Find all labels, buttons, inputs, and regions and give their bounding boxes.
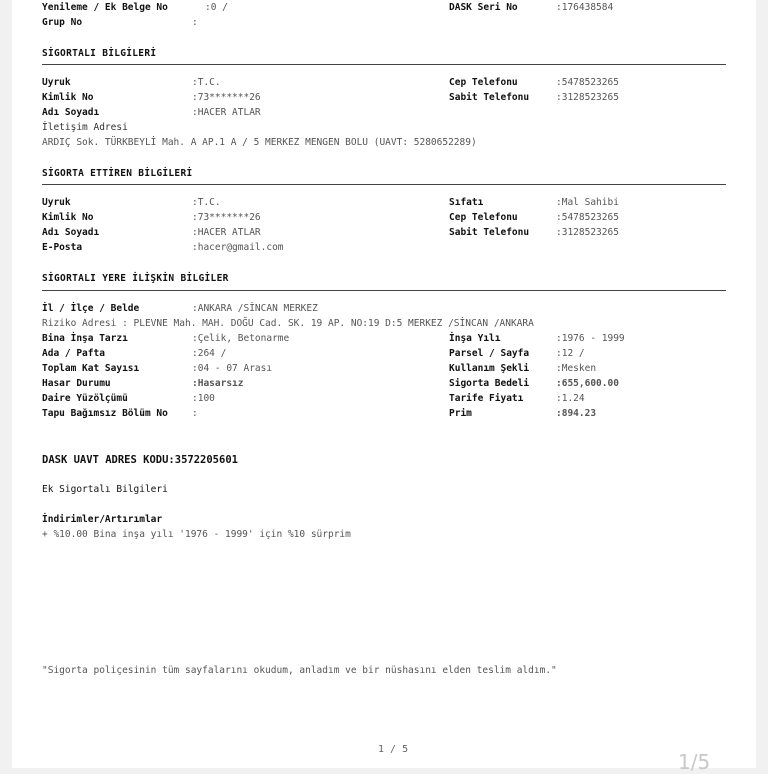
- policyholder-name-value: :HACER ATLAR: [192, 227, 261, 238]
- group-value: :: [192, 17, 198, 28]
- sum-insured-value: :655,600.00: [556, 378, 619, 389]
- policyholder-id-label: Kimlik No: [42, 212, 94, 223]
- policyholder-landline-value: :3128523265: [556, 227, 619, 238]
- insured-mobile-value: :5478523265: [556, 77, 619, 88]
- insured-row-1: [42, 77, 742, 89]
- policyholder-row-3: [42, 227, 742, 239]
- rate-label: Tarife Fiyatı: [449, 393, 524, 404]
- policyholder-nationality-value: :T.C.: [192, 197, 221, 208]
- insured-name-value: :HACER ATLAR: [192, 107, 261, 118]
- property-section-title: SİGORTALI YERE İLİŞKİN BİLGİLER: [42, 273, 229, 284]
- policyholder-section-title: SİGORTA ETTİREN BİLGİLERİ: [42, 168, 193, 179]
- policyholder-landline-label: Sabit Telefonu: [449, 227, 530, 238]
- construction-value: :Çelik, Betonarme: [192, 333, 290, 344]
- year-value: :1976 - 1999: [556, 333, 625, 344]
- group-label: Grup No: [42, 17, 83, 28]
- risk-address: Riziko Adresi : PLEVNE Mah. MAH. DOĞU Cad. SK. 19 AP. NO:19 D:5 MERKEZ /SİNCAN /ANKARA: [42, 318, 534, 329]
- sum-insured-label: Sigorta Bedeli: [449, 378, 530, 389]
- floors-label: Toplam Kat Sayısı: [42, 363, 140, 374]
- policyholder-email-value: :hacer@gmail.com: [192, 242, 284, 253]
- insured-id-label: Kimlik No: [42, 92, 94, 103]
- parcel-value: :12 /: [556, 348, 585, 359]
- province-value: :ANKARA /SİNCAN MERKEZ: [192, 303, 318, 314]
- discounts-title: İndirimler/Artırımlar: [42, 514, 163, 525]
- extra-insured-title: Ek Sigortalı Bilgileri: [42, 484, 168, 495]
- property-row-province: [42, 303, 742, 315]
- renewal-row: [42, 2, 742, 14]
- policyholder-email-label: E-Posta: [42, 242, 83, 253]
- insured-address-value: ARDIÇ Sok. TÜRKBEYLİ Mah. A AP.1 A / 5 MERKEZ MENGEN BOLU (UAVT: 5280652289): [42, 137, 477, 148]
- document-page: [12, 0, 756, 768]
- insured-address-label: İletişim Adresi: [42, 122, 128, 133]
- acknowledgement-statement: "Sigorta poliçesinin tüm sayfalarını okudum, anladım ve bir nüshasını elden teslim aldım.": [42, 665, 557, 676]
- renewal-label: Yenileme / Ek Belge No: [42, 2, 168, 13]
- policyholder-row-1: [42, 197, 742, 209]
- page-number: 1 / 5: [378, 744, 409, 755]
- group-row: [42, 17, 742, 29]
- deed-label: Tapu Bağımsız Bölüm No: [42, 408, 168, 419]
- policyholder-nationality-label: Uyruk: [42, 197, 71, 208]
- property-row-6: [42, 408, 742, 420]
- premium-value: :894.23: [556, 408, 597, 419]
- insured-nationality-label: Uyruk: [42, 77, 71, 88]
- province-label: İl / İlçe / Belde: [42, 303, 140, 314]
- parcel-label: Parsel / Sayfa: [449, 348, 530, 359]
- floors-value: :04 - 07 Arası: [192, 363, 273, 374]
- block-value: :264 /: [192, 348, 227, 359]
- deed-value: :: [192, 408, 198, 419]
- policyholder-row-4: [42, 242, 742, 254]
- policyholder-mobile-value: :5478523265: [556, 212, 619, 223]
- year-label: İnşa Yılı: [449, 333, 501, 344]
- area-value: :100: [192, 393, 215, 404]
- page-indicator: 1/5: [678, 750, 711, 774]
- policyholder-mobile-label: Cep Telefonu: [449, 212, 518, 223]
- insured-landline-label: Sabit Telefonu: [449, 92, 530, 103]
- area-label: Daire Yüzölçümü: [42, 393, 128, 404]
- dask-serial-label: DASK Seri No: [449, 2, 518, 13]
- uavt-code: DASK UAVT ADRES KODU:3572205601: [42, 454, 238, 466]
- discount-item: + %10.00 Bina inşa yılı '1976 - 1999' için %10 sürprim: [42, 529, 351, 540]
- policyholder-row-2: [42, 212, 742, 224]
- usage-value: :Mesken: [556, 363, 597, 374]
- insured-mobile-label: Cep Telefonu: [449, 77, 518, 88]
- block-label: Ada / Pafta: [42, 348, 105, 359]
- section-divider: [42, 184, 726, 185]
- usage-label: Kullanım Şekli: [449, 363, 530, 374]
- section-divider: [42, 64, 726, 65]
- renewal-value: :0 /: [205, 2, 228, 13]
- insured-name-label: Adı Soyadı: [42, 107, 100, 118]
- policyholder-id-value: :73*******26: [192, 212, 261, 223]
- insured-row-3: [42, 107, 742, 119]
- policyholder-name-label: Adı Soyadı: [42, 227, 100, 238]
- insured-id-value: :73*******26: [192, 92, 261, 103]
- property-row-1: [42, 333, 742, 345]
- damage-value: :Hasarsız: [192, 378, 244, 389]
- property-row-5: [42, 393, 742, 405]
- property-row-3: [42, 363, 742, 375]
- policyholder-role-label: Sıfatı: [449, 197, 484, 208]
- insured-nationality-value: :T.C.: [192, 77, 221, 88]
- property-row-2: [42, 348, 742, 360]
- property-row-4: [42, 378, 742, 390]
- dask-serial-value: :176438584: [556, 2, 614, 13]
- premium-label: Prim: [449, 408, 472, 419]
- insured-landline-value: :3128523265: [556, 92, 619, 103]
- insured-section-title: SİGORTALI BİLGİLERİ: [42, 48, 157, 59]
- construction-label: Bina İnşa Tarzı: [42, 333, 128, 344]
- policyholder-role-value: :Mal Sahibi: [556, 197, 619, 208]
- damage-label: Hasar Durumu: [42, 378, 111, 389]
- rate-value: :1.24: [556, 393, 585, 404]
- section-divider: [42, 290, 726, 291]
- insured-row-2: [42, 92, 742, 104]
